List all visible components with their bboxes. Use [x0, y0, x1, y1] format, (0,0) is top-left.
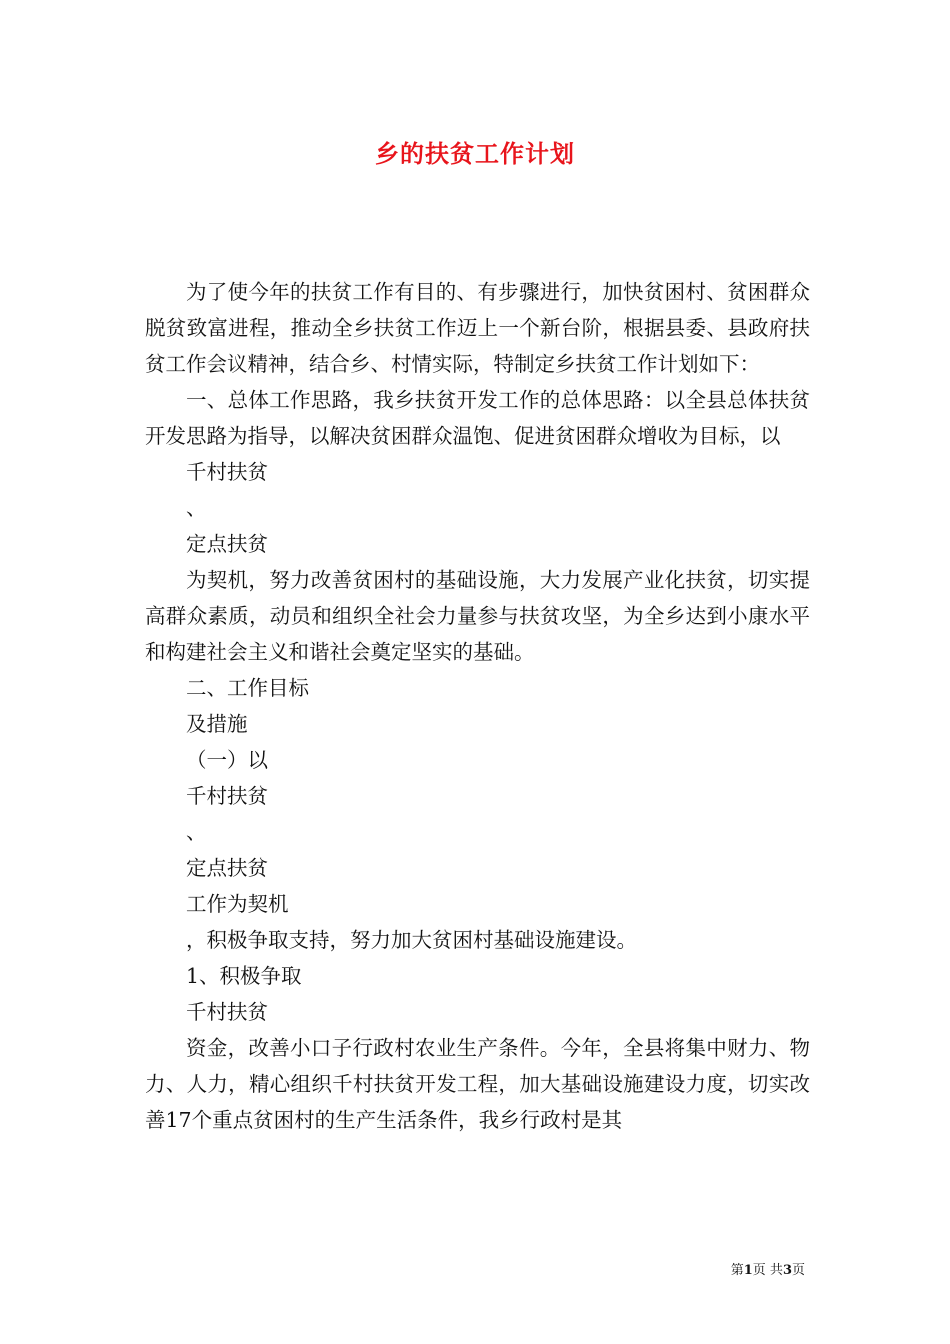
- paragraph: 、: [186, 496, 207, 520]
- paragraph: 千村扶贫: [186, 1000, 268, 1024]
- document-body: [145, 274, 810, 1138]
- paragraph: 定点扶贫: [186, 532, 268, 556]
- page-footer: [731, 1259, 805, 1278]
- footer-suffix: 页: [791, 1263, 805, 1278]
- paragraph: （一）以: [186, 748, 268, 772]
- paragraph: ，积极争取支持，努力加大贫困村基础设施建设。: [186, 928, 637, 952]
- paragraph: 、: [186, 820, 207, 844]
- paragraph: 为契机，努力改善贫困村的基础设施，大力发展产业化扶贫，切实提高群众素质，动员和组织全社会力量参与扶贫攻坚，为全乡达到小康水平和构建社会主义和谐社会奠定坚实的基础。: [145, 568, 810, 664]
- total-pages-number: 3: [782, 1263, 792, 1278]
- paragraph: 千村扶贫: [186, 784, 268, 808]
- paragraph: 二、工作目标: [186, 676, 309, 700]
- footer-prefix: 第: [730, 1263, 744, 1278]
- footer-middle: 页 共: [752, 1263, 783, 1278]
- paragraph: 及措施: [186, 712, 248, 736]
- paragraph: 为了使今年的扶贫工作有目的、有步骤进行，加快贫困村、贫困群众脱贫致富进程，推动全乡扶贫工作迈上一个新台阶，根据县委、县政府扶贫工作会议精神，结合乡、村情实际，特制定乡扶贫工作计划如下：: [145, 280, 810, 376]
- current-page-number: 1: [743, 1263, 753, 1278]
- paragraph: 资金，改善小口子行政村农业生产条件。今年，全县将集中财力、物力、人力，精心组织千村扶贫开发工程，加大基础设施建设力度，切实改善17个重点贫困村的生产生活条件，我乡行政村是其: [145, 1036, 810, 1132]
- paragraph: 一、总体工作思路，我乡扶贫开发工作的总体思路：以全县总体扶贫开发思路为指导，以解决贫困群众温饱、促进贫困群众增收为目标，以: [145, 388, 810, 448]
- paragraph: 定点扶贫: [186, 856, 268, 880]
- page-title: 乡的扶贫工作计划: [375, 139, 575, 168]
- paragraph: 工作为契机: [186, 892, 289, 916]
- paragraph: 千村扶贫: [186, 460, 268, 484]
- paragraph: 1、积极争取: [186, 964, 302, 988]
